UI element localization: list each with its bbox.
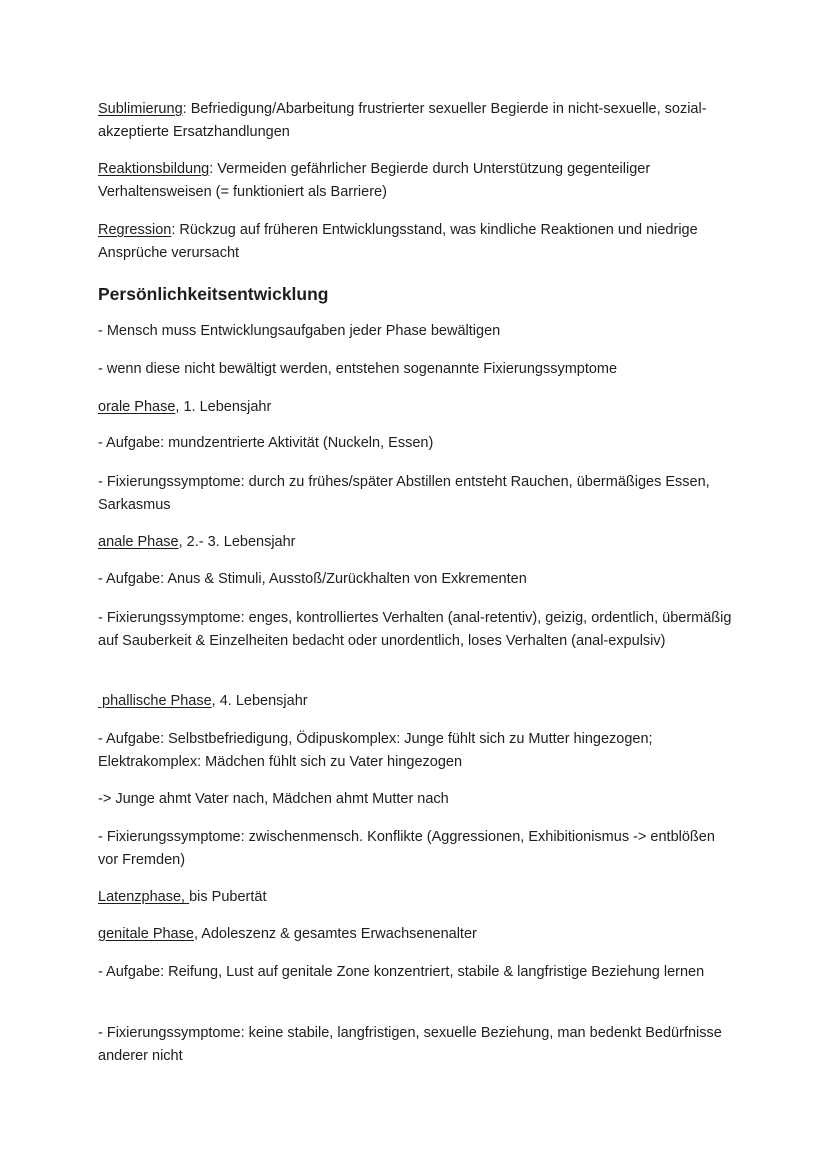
task-oral: - Aufgabe: mundzentrierte Aktivität (Nuckeln, Essen)	[98, 435, 434, 451]
paragraph-regression	[98, 219, 738, 265]
definition-sublimierung: : Befriedigung/Abarbeitung frustrierter sexueller Begierde in nicht-sexuelle, sozial-akzeptierte Ersatzhandlungen	[98, 101, 707, 140]
phase-title-latency	[98, 886, 738, 909]
symptoms-phallic: - Fixierungssymptome: zwischenmensch. Konflikte (Aggressionen, Exhibitionismus -> entblößen vor Fremden)	[98, 829, 715, 868]
section-heading: Persönlichkeitsentwicklung	[98, 284, 329, 304]
symptoms-anal: - Fixierungssymptome: enges, kontrolliertes Verhalten (anal-retentiv), geizig, ordentlich, übermäßig auf Sauberkeit & Einzelheiten bedacht oder unordentlich, loses Verhalten (anal-expulsiv)	[98, 610, 732, 649]
phase-title-phallic	[98, 690, 738, 713]
phase-title-oral	[98, 396, 738, 419]
phase-age-oral: , 1. Lebensjahr	[175, 399, 272, 415]
task-phallic: - Aufgabe: Selbstbefriedigung, Ödipuskomplex: Junge fühlt sich zu Mutter hingezogen; Elektrakomplex: Mädchen fühlt sich zu Vater hingezogen	[98, 731, 653, 770]
phase-name-latency: Latenzphase,	[98, 889, 190, 905]
paragraph-reaktionsbildung	[98, 158, 738, 204]
symptoms-oral: - Fixierungssymptome: durch zu frühes/später Abstillen entsteht Rauchen, übermäßiges Essen, Sarkasmus	[98, 474, 710, 513]
symptoms-genital: - Fixierungssymptome: keine stabile, langfristigen, sexuelle Beziehung, man bedenkt Bedürfnisse anderer nicht	[98, 1025, 722, 1064]
definition-reaktionsbildung: : Vermeiden gefährlicher Begierde durch Unterstützung gegenteiliger Verhaltensweisen (= funktioniert als Barriere)	[98, 161, 651, 200]
term-reaktionsbildung: Reaktionsbildung	[98, 161, 210, 177]
phase-age-phallic: , 4. Lebensjahr	[211, 693, 308, 709]
phase-title-anal	[98, 531, 738, 554]
phase-name-genital: genitale Phase	[98, 926, 194, 942]
definition-regression: : Rückzug auf früheren Entwicklungsstand, was kindliche Reaktionen und niedrige Ansprüche verursacht	[98, 222, 698, 261]
phase-age-anal: , 2.- 3. Lebensjahr	[178, 534, 296, 550]
phase-name-anal: anale Phase	[98, 534, 179, 550]
phase-name-oral: orale Phase	[98, 399, 176, 415]
phase-name-phallic: phallische Phase	[98, 693, 212, 709]
intro-line-2: - wenn diese nicht bewältigt werden, entstehen sogenannte Fixierungssymptome	[98, 361, 618, 377]
phase-age-genital: , Adoleszenz & gesamtes Erwachsenenalter	[193, 926, 477, 942]
task-anal: - Aufgabe: Anus & Stimuli, Ausstoß/Zurückhalten von Exkrementen	[98, 571, 527, 587]
term-regression: Regression	[98, 222, 172, 238]
note-phallic: -> Junge ahmt Vater nach, Mädchen ahmt Mutter nach	[98, 791, 449, 807]
phase-title-genital	[98, 923, 738, 946]
task-genital: - Aufgabe: Reifung, Lust auf genitale Zone konzentriert, stabile & langfristige Beziehung lernen	[98, 964, 705, 980]
intro-line-1: - Mensch muss Entwicklungsaufgaben jeder Phase bewältigen	[98, 323, 501, 339]
phase-age-latency: bis Pubertät	[189, 889, 267, 905]
term-sublimierung: Sublimierung	[98, 101, 183, 117]
paragraph-sublimierung	[98, 98, 738, 144]
